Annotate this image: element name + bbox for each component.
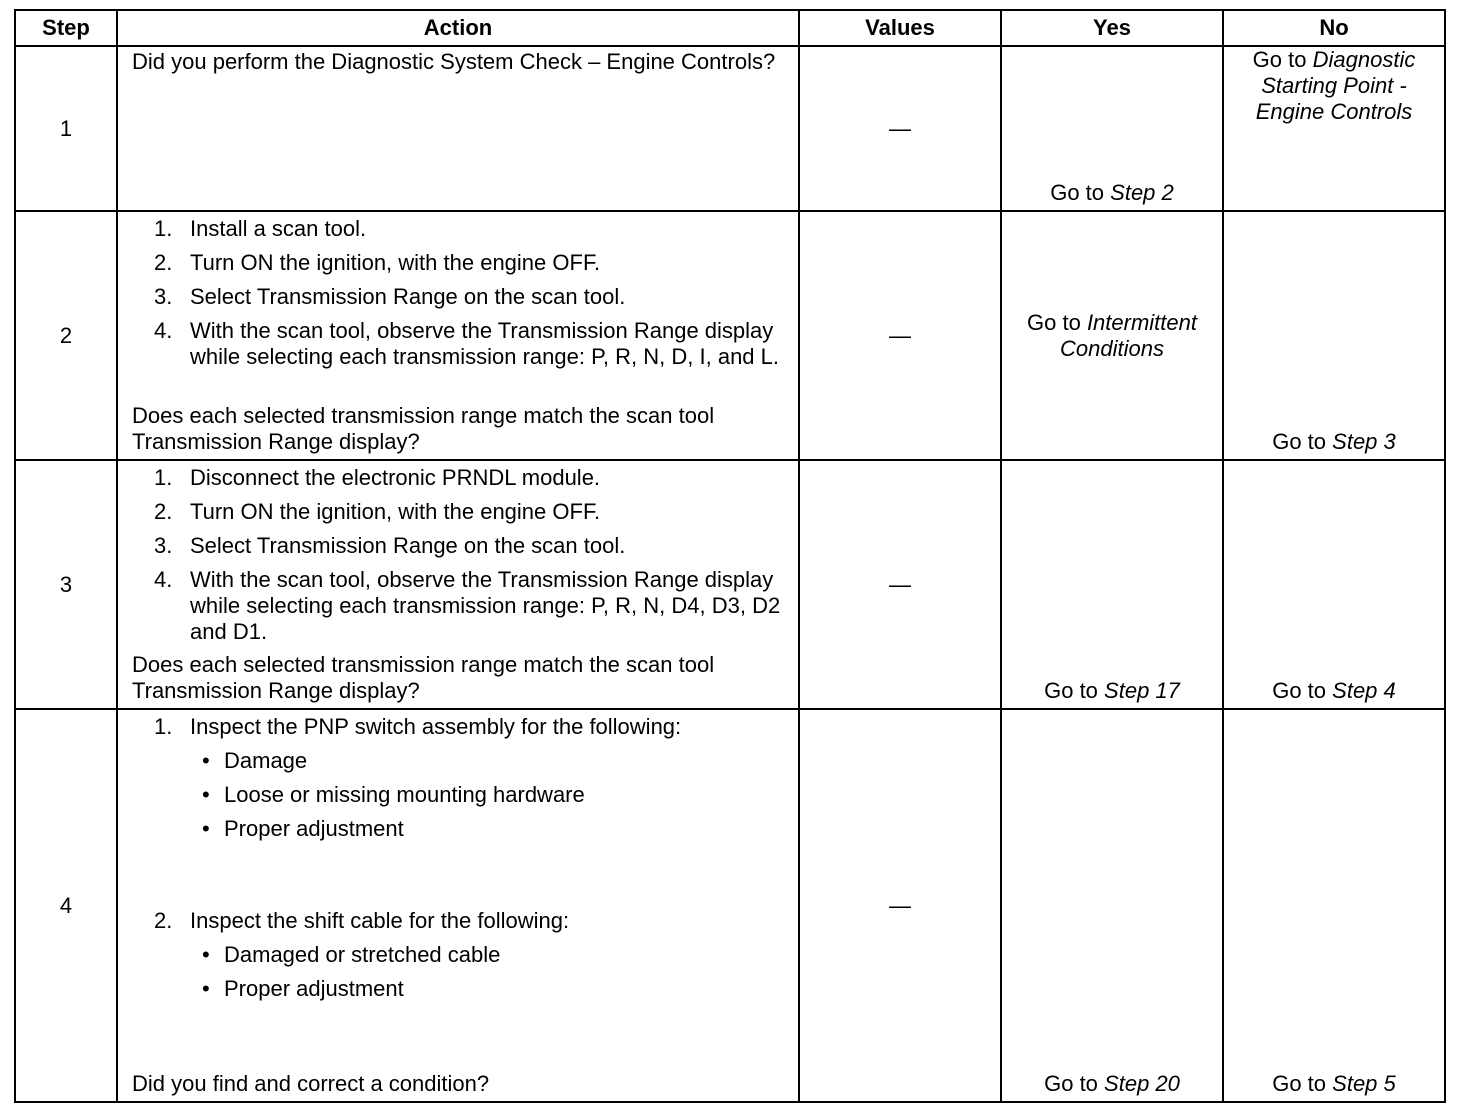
header-step: Step bbox=[15, 10, 117, 46]
list-item: 2. Turn ON the ignition, with the engine OFF. bbox=[154, 499, 601, 524]
bullet-item: • Proper adjustment bbox=[202, 976, 404, 1001]
diagnostic-table bbox=[14, 9, 1446, 1103]
step-number: 2 bbox=[15, 211, 117, 460]
question-text: Does each selected transmission range match the scan tool Transmission Range display? bbox=[132, 652, 715, 703]
yes-cell bbox=[1001, 211, 1223, 460]
value-cell: — bbox=[799, 460, 1001, 709]
value-cell: — bbox=[799, 46, 1001, 211]
yes-cell bbox=[1001, 46, 1223, 211]
header-action: Action bbox=[117, 10, 799, 46]
bullet-item: • Damaged or stretched cable bbox=[202, 942, 501, 967]
no-cell bbox=[1223, 46, 1445, 211]
header-row bbox=[15, 10, 1445, 46]
action-cell bbox=[117, 709, 799, 1102]
no-link: Go to Step 4 bbox=[1272, 678, 1396, 703]
yes-cell bbox=[1001, 460, 1223, 709]
yes-link: Go to Step 17 bbox=[1044, 678, 1180, 703]
header-yes: Yes bbox=[1001, 10, 1223, 46]
bullet-list bbox=[190, 942, 784, 1002]
table-row bbox=[15, 211, 1445, 460]
value-cell: — bbox=[799, 211, 1001, 460]
step-number: 4 bbox=[15, 709, 117, 1102]
action-list bbox=[132, 714, 784, 1002]
bullet-item: • Damage bbox=[202, 748, 308, 773]
list-item: 4. With the scan tool, observe the Transmission Range display while selecting each transmission range: P, R, N, D4, D3, D2 and D1. bbox=[154, 567, 781, 644]
yes-link: Go to Step 2 bbox=[1050, 180, 1174, 205]
action-list bbox=[132, 465, 784, 645]
action-text: Did you perform the Diagnostic System Check – Engine Controls? bbox=[132, 49, 776, 74]
list-item: 1. Inspect the PNP switch assembly for the following: • Damage • Loose or missing mounting hardware • Proper adjustment bbox=[132, 714, 784, 842]
question-text: Does each selected transmission range match the scan tool Transmission Range display? bbox=[132, 403, 715, 454]
bullet-item: • Loose or missing mounting hardware bbox=[202, 782, 585, 807]
no-link: Go to Step 5 bbox=[1272, 1071, 1396, 1096]
no-link: Go to Diagnostic Starting Point - Engine Controls bbox=[1252, 47, 1416, 124]
list-item: 3. Select Transmission Range on the scan tool. bbox=[154, 284, 626, 309]
action-cell bbox=[117, 46, 799, 211]
list-item: 1. Install a scan tool. bbox=[154, 216, 367, 241]
list-item: 2. Inspect the shift cable for the following: • Damaged or stretched cable • Proper adjustment bbox=[132, 908, 784, 1002]
step-number: 3 bbox=[15, 460, 117, 709]
table-row bbox=[15, 460, 1445, 709]
question-text: Did you find and correct a condition? bbox=[132, 1071, 490, 1096]
list-item: 2. Turn ON the ignition, with the engine OFF. bbox=[154, 250, 601, 275]
header-no: No bbox=[1223, 10, 1445, 46]
list-item: 4. With the scan tool, observe the Transmission Range display while selecting each transmission range: P, R, N, D, I, and L. bbox=[154, 318, 779, 369]
header-values: Values bbox=[799, 10, 1001, 46]
no-cell bbox=[1223, 460, 1445, 709]
bullet-list bbox=[190, 748, 784, 842]
action-cell bbox=[117, 460, 799, 709]
yes-link: Go to Intermittent Conditions bbox=[1027, 309, 1197, 361]
table-row bbox=[15, 709, 1445, 1102]
yes-link: Go to Step 20 bbox=[1044, 1071, 1180, 1096]
value-cell: — bbox=[799, 709, 1001, 1102]
list-item: 3. Select Transmission Range on the scan tool. bbox=[154, 533, 626, 558]
action-list bbox=[132, 216, 784, 370]
yes-cell bbox=[1001, 709, 1223, 1102]
table-row bbox=[15, 46, 1445, 211]
no-link: Go to Step 3 bbox=[1272, 429, 1396, 454]
action-cell bbox=[117, 211, 799, 460]
step-number: 1 bbox=[15, 46, 117, 211]
bullet-item: • Proper adjustment bbox=[202, 816, 404, 841]
list-item: 1. Disconnect the electronic PRNDL module. bbox=[154, 465, 601, 490]
no-cell bbox=[1223, 709, 1445, 1102]
no-cell bbox=[1223, 211, 1445, 460]
